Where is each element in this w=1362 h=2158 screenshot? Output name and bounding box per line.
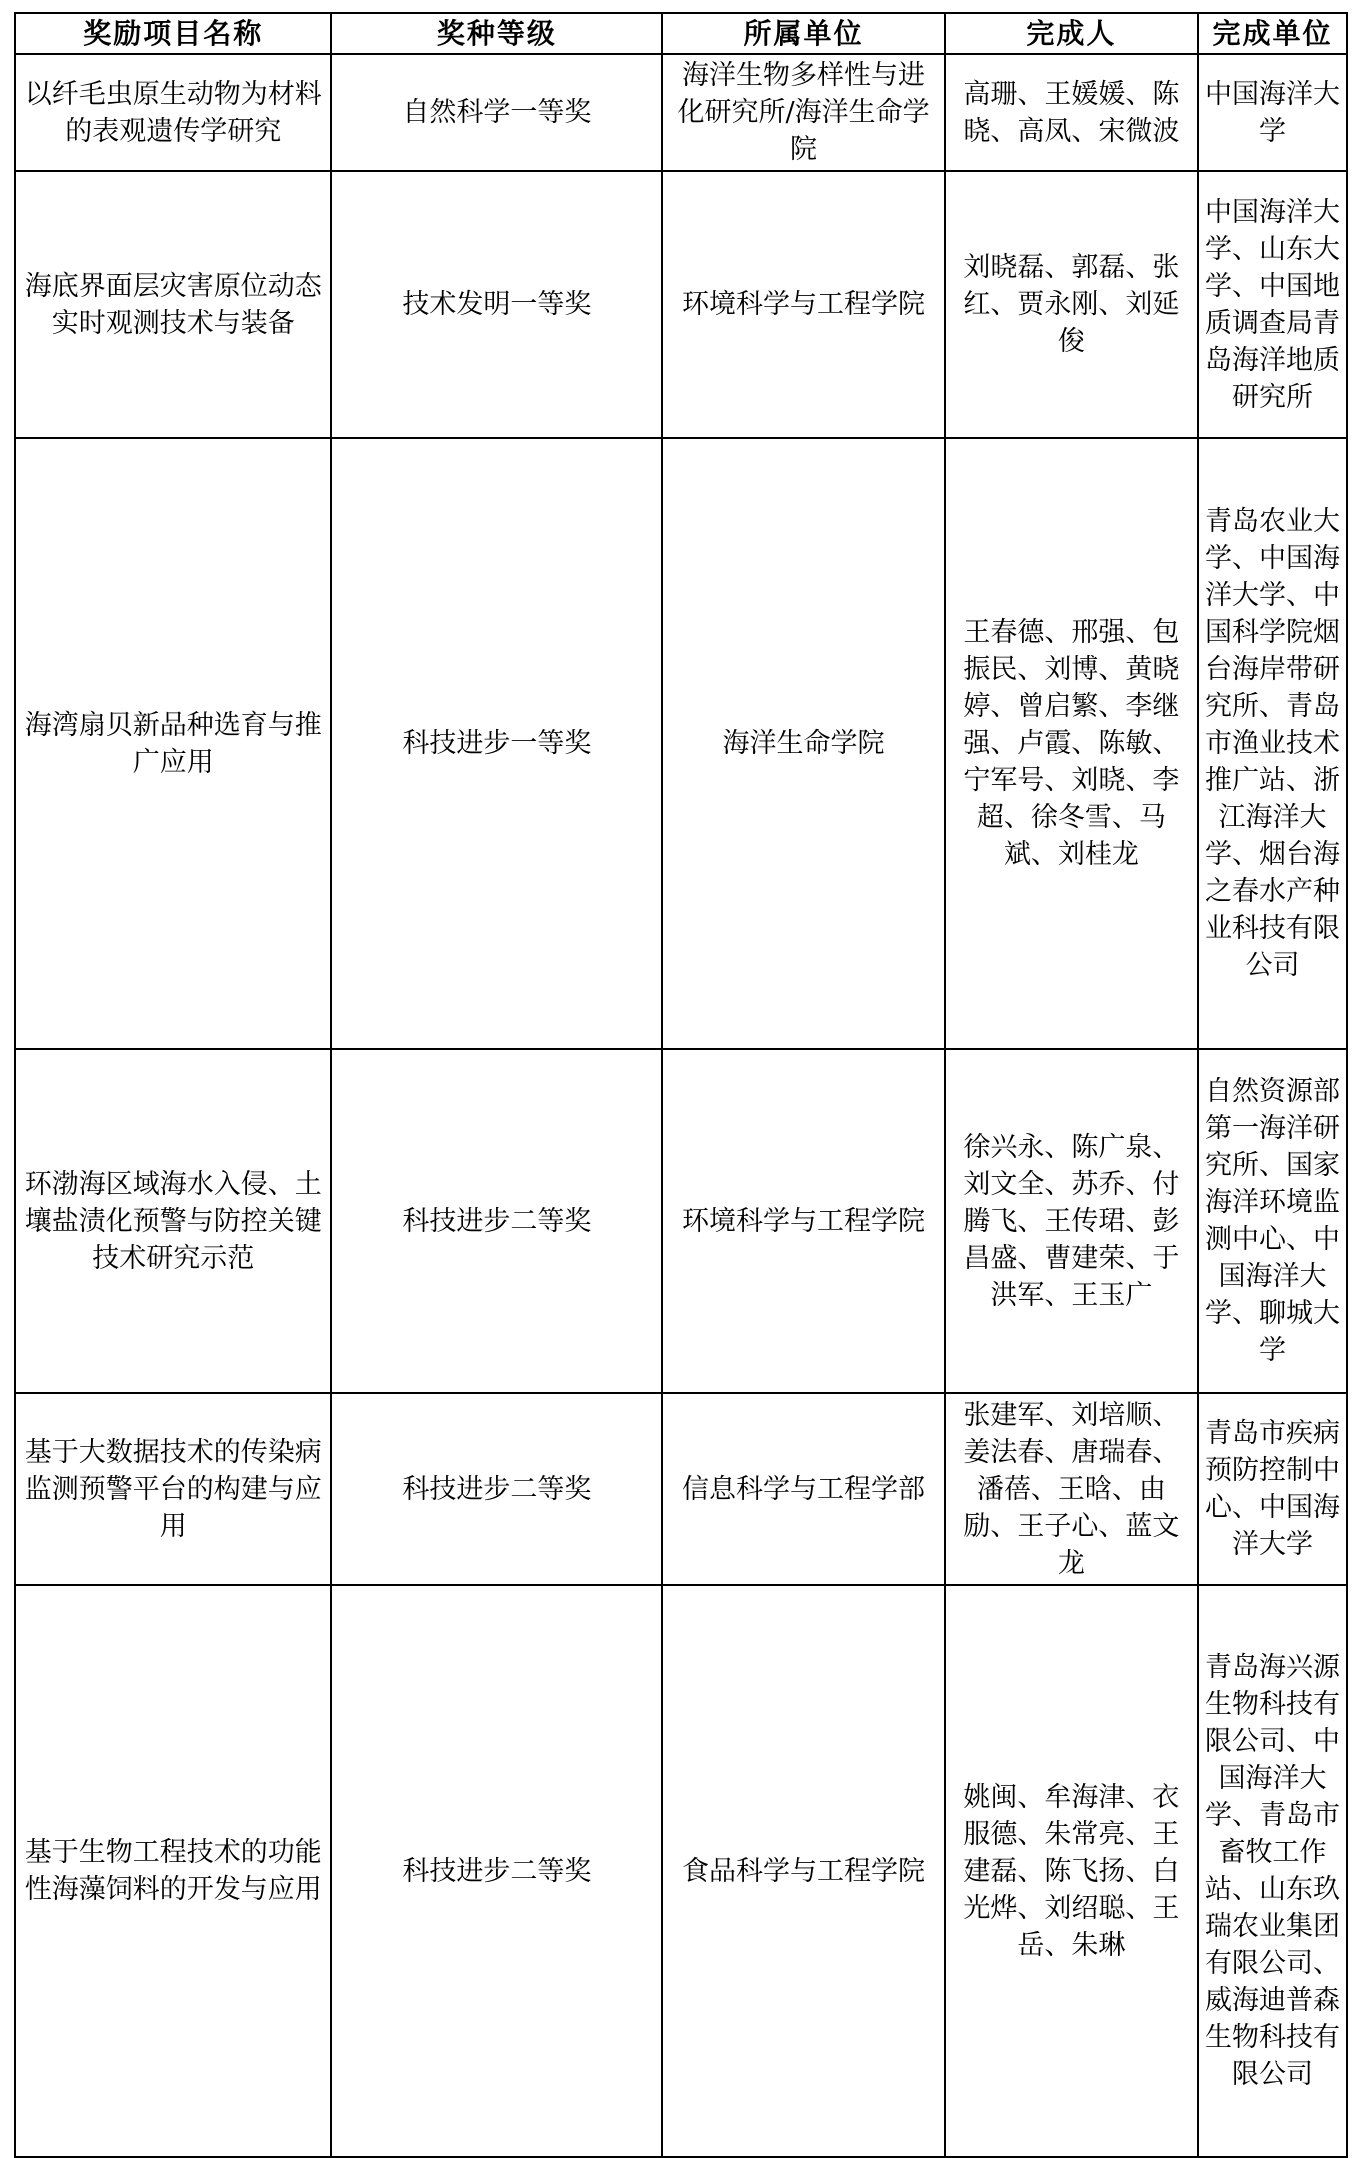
project-name: 海底界面层灾害原位动态实时观测技术与装备 <box>15 171 331 438</box>
units: 自然资源部第一海洋研究所、国家海洋环境监测中心、中国海洋大学、聊城大学 <box>1198 1049 1347 1393</box>
department: 环境科学与工程学院 <box>662 1049 944 1393</box>
awards-table <box>14 12 1348 2158</box>
award-level: 科技进步一等奖 <box>331 438 662 1049</box>
people: 高珊、王媛媛、陈晓、高凤、宋微波 <box>945 54 1198 171</box>
department: 海洋生物多样性与进化研究所/海洋生命学院 <box>662 54 944 171</box>
table-row <box>15 438 1347 1049</box>
department: 食品科学与工程学院 <box>662 1585 944 2157</box>
award-level: 科技进步二等奖 <box>331 1585 662 2157</box>
header-department: 所属单位 <box>662 13 944 54</box>
table-row <box>15 1393 1347 1585</box>
header-project: 奖励项目名称 <box>15 13 331 54</box>
header-people: 完成人 <box>945 13 1198 54</box>
header-award: 奖种等级 <box>331 13 662 54</box>
header-row <box>15 13 1347 54</box>
people: 王春德、邢强、包振民、刘博、黄晓婷、曾启繁、李继强、卢霞、陈敏、宁军号、刘晓、李超、徐冬雪、马斌、刘桂龙 <box>945 438 1198 1049</box>
table-row <box>15 171 1347 438</box>
units: 中国海洋大学 <box>1198 54 1347 171</box>
award-level: 技术发明一等奖 <box>331 171 662 438</box>
project-name: 基于大数据技术的传染病监测预警平台的构建与应用 <box>15 1393 331 1585</box>
units: 青岛海兴源生物科技有限公司、中国海洋大学、青岛市畜牧工作站、山东玖瑞农业集团有限公司、威海迪普森生物科技有限公司 <box>1198 1585 1347 2157</box>
award-level: 自然科学一等奖 <box>331 54 662 171</box>
project-name: 海湾扇贝新品种选育与推广应用 <box>15 438 331 1049</box>
award-level: 科技进步二等奖 <box>331 1049 662 1393</box>
people: 刘晓磊、郭磊、张红、贾永刚、刘延俊 <box>945 171 1198 438</box>
project-name: 基于生物工程技术的功能性海藻饲料的开发与应用 <box>15 1585 331 2157</box>
units: 青岛市疾病预防控制中心、中国海洋大学 <box>1198 1393 1347 1585</box>
table-row <box>15 1049 1347 1393</box>
header-units: 完成单位 <box>1198 13 1347 54</box>
department: 信息科学与工程学部 <box>662 1393 944 1585</box>
award-level: 科技进步二等奖 <box>331 1393 662 1585</box>
people: 张建军、刘培顺、姜法春、唐瑞春、潘蓓、王晗、由励、王子心、蓝文龙 <box>945 1393 1198 1585</box>
people: 姚闽、牟海津、衣服德、朱常亮、王建磊、陈飞扬、白光烨、刘绍聪、王岳、朱琳 <box>945 1585 1198 2157</box>
department: 海洋生命学院 <box>662 438 944 1049</box>
department: 环境科学与工程学院 <box>662 171 944 438</box>
project-name: 以纤毛虫原生动物为材料的表观遗传学研究 <box>15 54 331 171</box>
table-row <box>15 1585 1347 2157</box>
units: 青岛农业大学、中国海洋大学、中国科学院烟台海岸带研究所、青岛市渔业技术推广站、浙江海洋大学、烟台海之春水产种业科技有限公司 <box>1198 438 1347 1049</box>
units: 中国海洋大学、山东大学、中国地质调查局青岛海洋地质研究所 <box>1198 171 1347 438</box>
table-row <box>15 54 1347 171</box>
project-name: 环渤海区域海水入侵、土壤盐渍化预警与防控关键技术研究示范 <box>15 1049 331 1393</box>
people: 徐兴永、陈广泉、刘文全、苏乔、付腾飞、王传珺、彭昌盛、曹建荣、于洪军、王玉广 <box>945 1049 1198 1393</box>
